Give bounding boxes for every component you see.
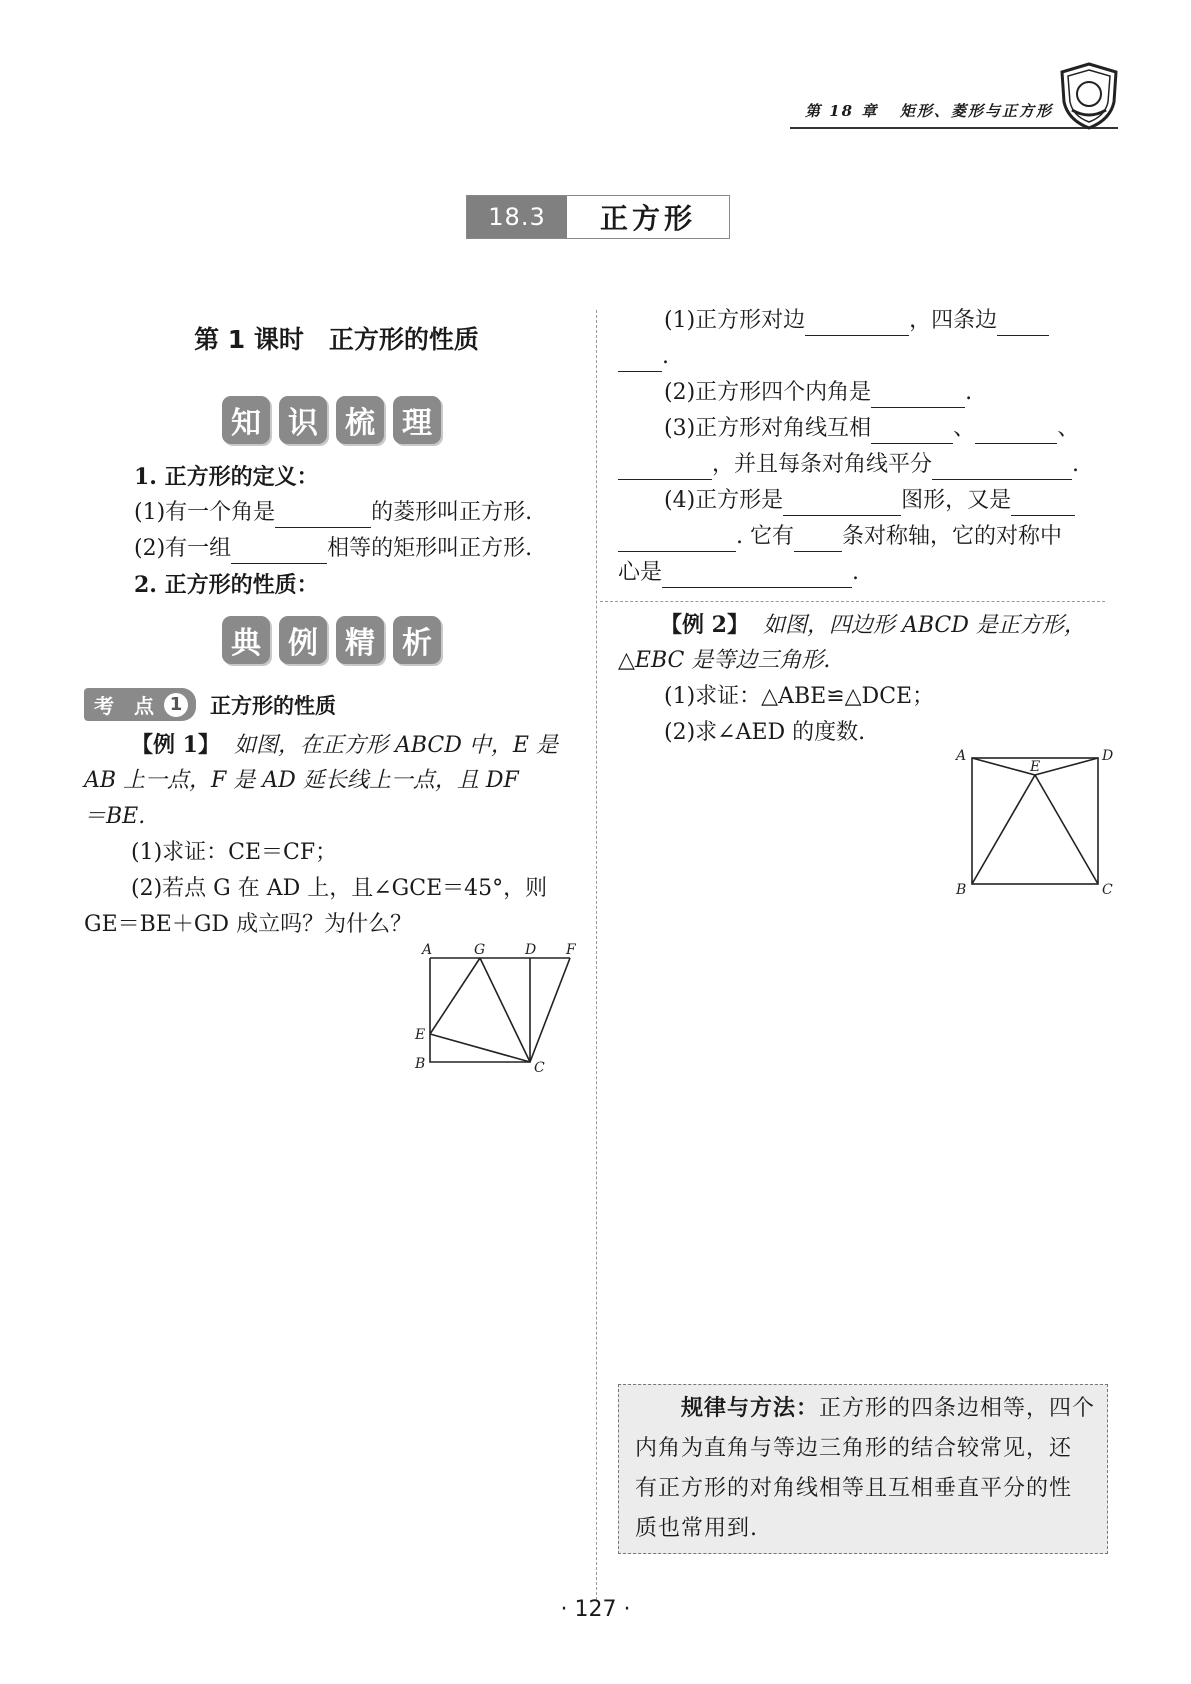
chapter-header bbox=[805, 100, 1053, 121]
text: 如图，在正方形 ABCD 中，E 是 bbox=[233, 733, 558, 758]
example1-line2: AB 上一点，F 是 AD 延长线上一点，且 DF bbox=[84, 768, 519, 793]
text: . bbox=[852, 560, 860, 585]
example1-q1: (1)求证：CE＝CF； bbox=[131, 840, 338, 865]
answer-blank[interactable] bbox=[1011, 491, 1075, 516]
text: (4)正方形是 bbox=[664, 488, 784, 513]
fig-label-e: E bbox=[415, 1027, 426, 1043]
chip: 理 bbox=[393, 396, 441, 444]
right-column-separator bbox=[600, 601, 1105, 602]
example2-line2: △EBC 是等边三角形. bbox=[618, 648, 831, 673]
text: 的菱形叫正方形. bbox=[371, 500, 533, 525]
knowledge-review-banner bbox=[222, 396, 441, 444]
text: 、 bbox=[1057, 416, 1080, 441]
shield-logo-icon bbox=[1058, 62, 1120, 130]
method-line4: 质也常用到. bbox=[635, 1516, 758, 1541]
text: . bbox=[965, 380, 973, 405]
page-number: · 127 · bbox=[560, 1597, 631, 1622]
lesson-title: 第 1 课时 正方形的性质 bbox=[194, 325, 479, 354]
property-1 bbox=[664, 306, 1049, 336]
answer-blank[interactable] bbox=[932, 455, 1072, 480]
example1-figure bbox=[410, 940, 590, 1080]
definition-2 bbox=[134, 534, 532, 564]
example1-line3: ＝BE. bbox=[84, 804, 146, 829]
property-3-cont bbox=[618, 450, 1079, 480]
method-line3: 有正方形的对角线相等且互相垂直平分的性 bbox=[635, 1476, 1073, 1501]
text: (1)有一个角是 bbox=[134, 500, 276, 525]
answer-blank[interactable] bbox=[805, 311, 909, 336]
fig-label-b: B bbox=[956, 882, 967, 898]
section-name: 正方形 bbox=[599, 202, 696, 235]
test-point-title: 正方形的性质 bbox=[210, 693, 336, 718]
text: 心是 bbox=[618, 560, 663, 585]
text: . bbox=[662, 344, 669, 369]
text: 图形，又是 bbox=[901, 488, 1012, 513]
fig-label-a: A bbox=[422, 942, 433, 958]
answer-blank[interactable] bbox=[662, 563, 852, 588]
example-tag: 【例 1】 bbox=[131, 732, 220, 758]
text: (3)正方形对角线互相 bbox=[664, 416, 872, 441]
answer-blank[interactable] bbox=[975, 419, 1057, 444]
answer-blank[interactable] bbox=[618, 455, 712, 480]
answer-blank[interactable] bbox=[618, 527, 736, 552]
example1-line1 bbox=[131, 730, 558, 761]
answer-blank[interactable] bbox=[618, 347, 662, 372]
chip: 例 bbox=[279, 616, 327, 664]
section-title bbox=[466, 195, 730, 239]
example2-figure bbox=[948, 738, 1118, 898]
text: ，四条边 bbox=[909, 308, 998, 333]
method-line2: 内角为直角与等边三角形的结合较常见，还 bbox=[635, 1436, 1073, 1461]
property-4-end bbox=[618, 558, 859, 588]
property-4 bbox=[664, 486, 1075, 516]
fig-label-c: C bbox=[534, 1060, 545, 1076]
definition-1 bbox=[134, 498, 532, 528]
method-label: 规律与方法： bbox=[681, 1396, 820, 1421]
answer-blank[interactable] bbox=[871, 419, 953, 444]
chip: 知 bbox=[222, 396, 270, 444]
property-3 bbox=[664, 414, 1079, 444]
test-point-heading bbox=[84, 688, 336, 721]
text: . 它有 bbox=[736, 524, 794, 549]
chapter-number: 第 18 章 bbox=[805, 102, 879, 120]
property-2 bbox=[664, 378, 972, 408]
badge-number: 1 bbox=[164, 693, 188, 717]
chip: 识 bbox=[279, 396, 327, 444]
answer-blank[interactable] bbox=[997, 311, 1049, 336]
method-box bbox=[618, 1384, 1108, 1554]
chip: 典 bbox=[222, 616, 270, 664]
text: (2)有一组 bbox=[134, 536, 232, 561]
column-divider bbox=[596, 310, 597, 1600]
property-4-cont bbox=[618, 522, 1062, 552]
text: 正方形的四条边相等，四个 bbox=[819, 1396, 1096, 1421]
text: (2)正方形四个内角是 bbox=[664, 380, 872, 405]
chip: 梳 bbox=[336, 396, 384, 444]
fig-label-d: D bbox=[1102, 748, 1114, 764]
text: 条对称轴，它的对称中 bbox=[842, 524, 1063, 549]
answer-blank[interactable] bbox=[275, 503, 371, 528]
fig-label-d: D bbox=[525, 942, 537, 958]
text: 、 bbox=[953, 416, 976, 441]
fig-label-b: B bbox=[415, 1056, 426, 1072]
example2-line1 bbox=[660, 610, 1086, 641]
property-1-cont bbox=[618, 342, 669, 372]
answer-blank[interactable] bbox=[231, 539, 327, 564]
fig-label-f: F bbox=[566, 942, 576, 958]
definition-heading: 1. 正方形的定义： bbox=[134, 464, 319, 490]
answer-blank[interactable] bbox=[783, 491, 901, 516]
example2-q1: (1)求证：△ABE≌△DCE； bbox=[664, 684, 935, 709]
example1-q2: (2)若点 G 在 AD 上，且∠GCE＝45°，则 bbox=[131, 876, 548, 901]
fig-label-g: G bbox=[474, 942, 486, 958]
text: . bbox=[1072, 452, 1080, 477]
answer-blank[interactable] bbox=[871, 383, 965, 408]
fig-label-c: C bbox=[1102, 882, 1113, 898]
text: 相等的矩形叫正方形. bbox=[327, 536, 533, 561]
chip: 精 bbox=[336, 616, 384, 664]
chapter-title: 矩形、菱形与正方形 bbox=[900, 102, 1054, 120]
example1-q2b: GE＝BE＋GD 成立吗？为什么？ bbox=[84, 912, 413, 937]
text: ，并且每条对角线平分 bbox=[712, 452, 933, 477]
answer-blank[interactable] bbox=[794, 527, 842, 552]
badge-label: 考 点 bbox=[94, 694, 154, 718]
text: (1)正方形对边 bbox=[664, 308, 806, 333]
property-heading: 2. 正方形的性质： bbox=[134, 572, 319, 598]
example2-q2: (2)求∠AED 的度数. bbox=[664, 720, 866, 745]
text: 如图，四边形 ABCD 是正方形， bbox=[762, 613, 1086, 638]
method-line1 bbox=[681, 1389, 1095, 1429]
example-analysis-banner bbox=[222, 616, 441, 664]
fig-label-a: A bbox=[956, 748, 967, 764]
fig-label-e: E bbox=[1030, 759, 1041, 775]
test-point-badge bbox=[84, 688, 196, 721]
example-tag: 【例 2】 bbox=[660, 612, 749, 638]
section-number: 18.3 bbox=[467, 196, 567, 238]
chip: 析 bbox=[393, 616, 441, 664]
